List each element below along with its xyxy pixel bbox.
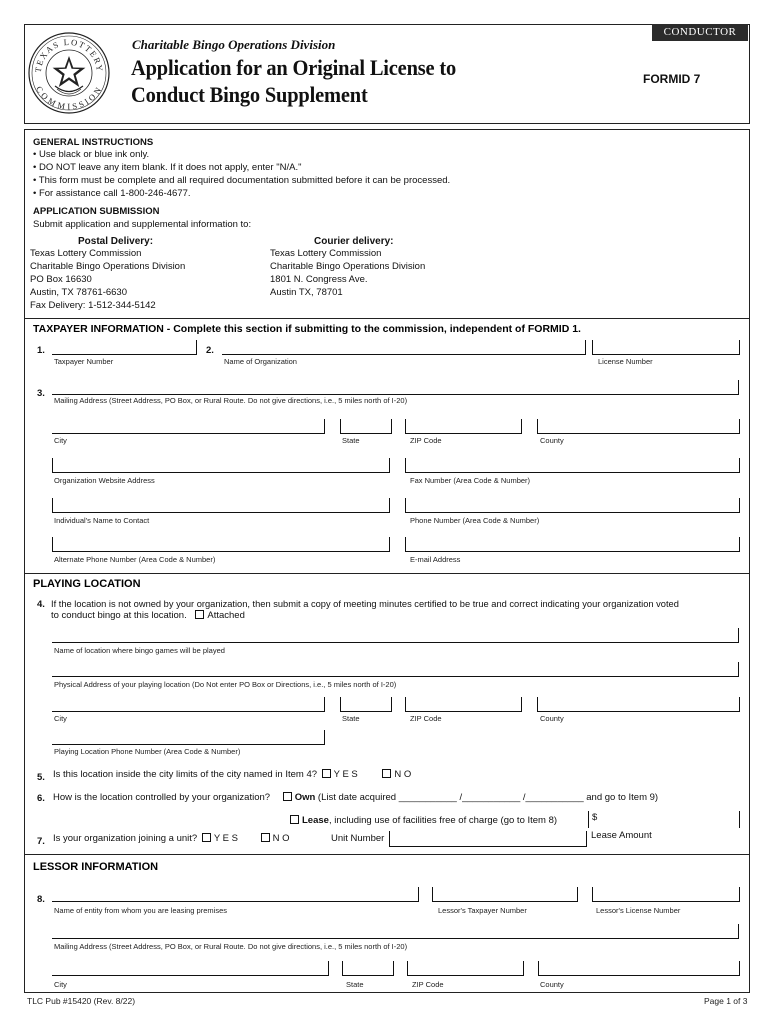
city-field[interactable] <box>52 419 325 434</box>
taxpayer-section-heading: TAXPAYER INFORMATION - Complete this section if submitting to the commission, independent of FORMID 1. <box>33 323 581 335</box>
phone-number-field[interactable] <box>405 498 740 513</box>
lessor-license-label: Lessor's License Number <box>596 906 681 915</box>
location-city-label: City <box>54 714 67 723</box>
question-6 <box>53 792 658 804</box>
item-number-4: 4. <box>37 599 45 610</box>
question-4-line2: to conduct bingo at this location. <box>51 610 187 621</box>
lessor-information-heading: LESSOR INFORMATION <box>33 861 159 873</box>
contact-name-label: Individual's Name to Contact <box>54 516 150 525</box>
question-6-text: How is the location controlled by your organization? <box>53 792 271 803</box>
submission-intro: Submit application and supplemental information to: <box>33 219 252 230</box>
lease-option <box>288 815 557 827</box>
question-7-text: Is your organization joining a unit? <box>53 833 198 844</box>
question-7 <box>53 833 289 845</box>
unit-number-field[interactable] <box>389 831 587 847</box>
general-instruction-item: • Use black or blue ink only. <box>33 149 150 160</box>
q5-yes-checkbox[interactable] <box>322 769 331 778</box>
postal-line: Fax Delivery: 1-512-344-5142 <box>30 300 156 311</box>
postal-line: Austin, TX 78761-6630 <box>30 287 128 298</box>
location-county-label: County <box>540 714 564 723</box>
item-number-6: 6. <box>37 793 45 804</box>
question-4-text-cont <box>51 610 245 622</box>
zip-code-label: ZIP Code <box>410 436 442 445</box>
item-number-2: 2. <box>206 345 214 356</box>
item-number-5: 5. <box>37 772 45 783</box>
own-label: Own <box>294 792 316 803</box>
section-divider <box>24 318 750 319</box>
alternate-phone-field[interactable] <box>52 537 390 552</box>
postal-line: Charitable Bingo Operations Division <box>30 261 186 272</box>
general-instruction-item: • This form must be complete and all required documentation submitted before it can be processed. <box>33 175 451 186</box>
organization-name-label: Name of Organization <box>224 357 297 366</box>
lessor-county-label: County <box>540 980 564 989</box>
taxpayer-number-label: Taxpayer Number <box>54 357 114 366</box>
lessor-mailing-label: Mailing Address (Street Address, PO Box, or Rural Route. Do not give directions, i.e., 5 miles north of I-20) <box>54 942 408 951</box>
own-checkbox[interactable] <box>283 792 292 801</box>
organization-name-field[interactable] <box>222 340 586 355</box>
website-label: Organization Website Address <box>54 476 155 485</box>
alternate-phone-label: Alternate Phone Number (Area Code & Number) <box>54 555 216 564</box>
taxpayer-number-field[interactable] <box>52 340 197 355</box>
lessor-entity-label: Name of entity from whom you are leasing premises <box>54 906 227 915</box>
q7-no-checkbox[interactable] <box>261 833 270 842</box>
location-name-field[interactable] <box>52 628 739 643</box>
physical-address-label: Physical Address of your playing location (Do Not enter PO Box or Directions, i.e., 5 miles north of I-20) <box>54 680 397 689</box>
email-field[interactable] <box>405 537 740 552</box>
location-state-field[interactable] <box>340 697 392 712</box>
form-title-line1: Application for an Original License to <box>131 55 457 80</box>
county-label: County <box>540 436 564 445</box>
q5-yes-label: Y E S <box>333 769 358 780</box>
lease-checkbox[interactable] <box>290 815 299 824</box>
lessor-county-field[interactable] <box>538 961 740 976</box>
location-name-label: Name of location where bingo games will be played <box>54 646 225 655</box>
conductor-badge <box>652 24 748 41</box>
contact-name-field[interactable] <box>52 498 390 513</box>
courier-line: Texas Lottery Commission <box>270 248 382 259</box>
item-number-7: 7. <box>37 836 45 847</box>
fax-number-field[interactable] <box>405 458 740 473</box>
state-field[interactable] <box>340 419 392 434</box>
section-divider <box>24 854 750 855</box>
unit-number-label: Unit Number <box>331 833 385 844</box>
lessor-city-label: City <box>54 980 67 989</box>
conductor-badge-label: CONDUCTOR <box>663 26 737 38</box>
email-label: E-mail Address <box>410 555 461 564</box>
playing-location-heading: PLAYING LOCATION <box>33 578 141 590</box>
question-5 <box>53 769 411 781</box>
q7-no-label: N O <box>272 833 290 844</box>
lessor-taxpayer-label: Lessor's Taxpayer Number <box>438 906 527 915</box>
location-zip-label: ZIP Code <box>410 714 442 723</box>
lease-label: Lease <box>302 815 329 826</box>
section-divider <box>24 573 750 574</box>
texas-lottery-seal <box>27 31 111 115</box>
q7-yes-checkbox[interactable] <box>202 833 211 842</box>
question-5-text: Is this location inside the city limits of the city named in Item 4? <box>53 769 318 780</box>
postal-delivery-heading: Postal Delivery: <box>78 236 154 247</box>
general-instruction-item: • For assistance call 1-800-246-4677. <box>33 188 191 199</box>
dollar-sign: $ <box>592 812 598 823</box>
location-phone-field[interactable] <box>52 730 325 745</box>
star-icon <box>53 56 86 94</box>
physical-address-field[interactable] <box>52 662 739 677</box>
question-4-text: If the location is not owned by your organization, then submit a copy of meeting minutes certified to be true and correct indicating your organization voted <box>51 599 679 609</box>
lessor-taxpayer-field[interactable] <box>432 887 578 902</box>
own-instructions: (List date acquired ___________ /___________ /___________ and go to Item 9) <box>317 792 659 803</box>
q5-no-checkbox[interactable] <box>382 769 391 778</box>
lessor-entity-field[interactable] <box>52 887 419 902</box>
location-state-label: State <box>342 714 360 723</box>
location-city-field[interactable] <box>52 697 325 712</box>
lease-instructions: , including use of facilities free of charge (go to Item 8) <box>328 815 558 826</box>
item-number-3: 3. <box>37 388 45 399</box>
lessor-zip-field[interactable] <box>407 961 524 976</box>
lessor-city-field[interactable] <box>52 961 329 976</box>
courier-delivery-heading: Courier delivery: <box>314 236 394 247</box>
attached-checkbox[interactable] <box>195 610 204 619</box>
form-title-line2: Conduct Bingo Supplement <box>131 82 368 107</box>
form-id: FORMID 7 <box>643 72 701 86</box>
publication-number: TLC Pub #15420 (Rev. 8/22) <box>27 996 136 1006</box>
item-number-8: 8. <box>37 894 45 905</box>
item-number-1: 1. <box>37 345 45 356</box>
fax-number-label: Fax Number (Area Code & Number) <box>410 476 531 485</box>
lessor-mailing-field[interactable] <box>52 924 739 939</box>
lessor-state-label: State <box>346 980 364 989</box>
application-submission-heading: APPLICATION SUBMISSION <box>33 206 160 217</box>
attached-label: Attached <box>207 610 245 621</box>
seal-bottom-text: COMMISSION <box>34 84 104 112</box>
courier-line: 1801 N. Congress Ave. <box>270 274 368 285</box>
general-instruction-item: • DO NOT leave any item blank. If it does not apply, enter "N/A." <box>33 162 302 173</box>
location-phone-label: Playing Location Phone Number (Area Code & Number) <box>54 747 241 756</box>
postal-line: Texas Lottery Commission <box>30 248 142 259</box>
division-name: Charitable Bingo Operations Division <box>132 37 336 52</box>
postal-line: PO Box 16630 <box>30 274 92 285</box>
mailing-address-field[interactable] <box>52 380 739 395</box>
courier-line: Charitable Bingo Operations Division <box>270 261 426 272</box>
seal-top-text: TEXAS LOTTERY <box>32 36 106 74</box>
q7-yes-label: Y E S <box>213 833 238 844</box>
lease-amount-label: Lease Amount <box>591 830 652 841</box>
website-field[interactable] <box>52 458 390 473</box>
county-field[interactable] <box>537 419 740 434</box>
svg-text:COMMISSION <box>34 84 104 111</box>
location-zip-field[interactable] <box>405 697 522 712</box>
location-county-field[interactable] <box>537 697 740 712</box>
page-number: Page 1 of 3 <box>704 996 748 1006</box>
state-label: State <box>342 436 360 445</box>
city-label: City <box>54 436 67 445</box>
mailing-address-label: Mailing Address (Street Address, PO Box, or Rural Route. Do not give directions, i.e., 5 miles north of I-20) <box>54 396 408 405</box>
license-number-field[interactable] <box>592 340 740 355</box>
lease-amount-field[interactable] <box>588 811 740 828</box>
q5-no-label: N O <box>394 769 412 780</box>
courier-line: Austin TX, 78701 <box>270 287 343 298</box>
zip-code-field[interactable] <box>405 419 522 434</box>
lessor-state-field[interactable] <box>342 961 394 976</box>
lessor-zip-label: ZIP Code <box>412 980 444 989</box>
license-number-label: License Number <box>598 357 653 366</box>
lessor-license-field[interactable] <box>592 887 740 902</box>
phone-number-label: Phone Number (Area Code & Number) <box>410 516 540 525</box>
general-instructions-heading: GENERAL INSTRUCTIONS <box>33 137 154 148</box>
